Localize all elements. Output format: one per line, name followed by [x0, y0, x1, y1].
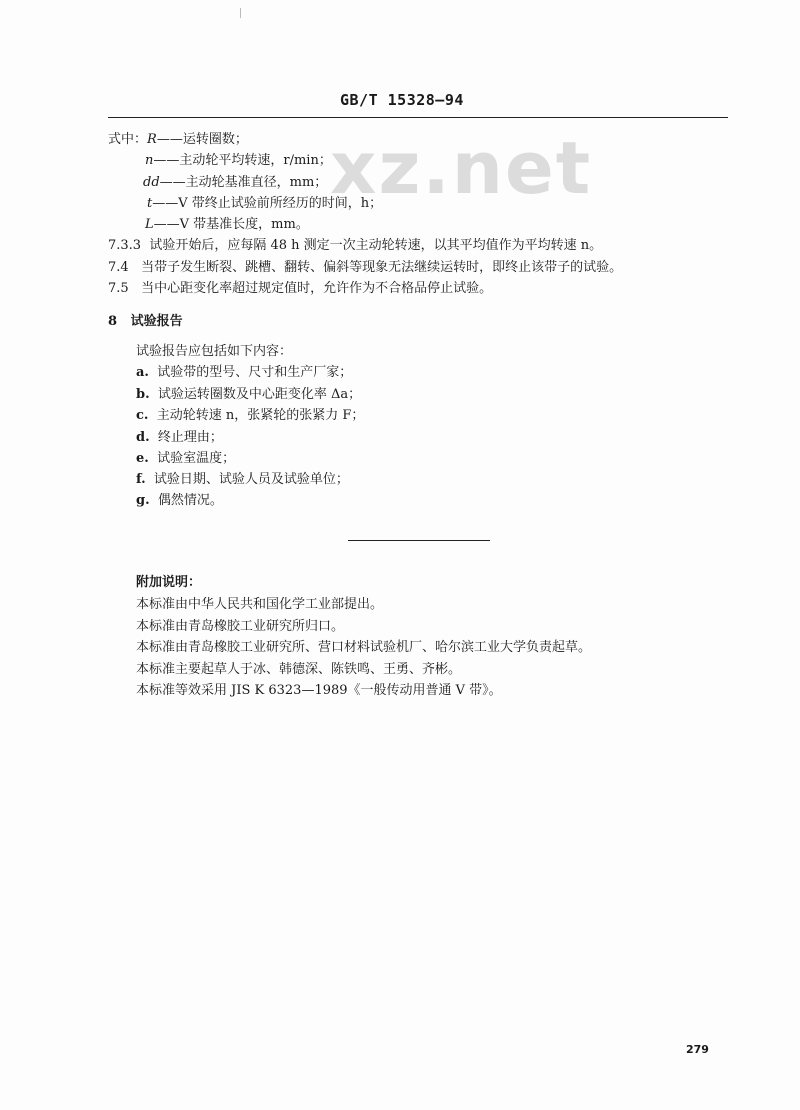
additional-note-line: 本标准由青岛橡胶工业研究所归口。 [136, 619, 345, 634]
clause-7-5 [108, 280, 492, 298]
clause-7-3-3 [108, 237, 602, 255]
additional-note-line: 本标准由中华人民共和国化学工业部提出。 [136, 597, 384, 612]
report-item-text: 终止理由； [157, 430, 223, 445]
report-item-label: g. [136, 493, 150, 508]
formula-symbol: dd [143, 175, 160, 190]
report-item-c [136, 407, 364, 425]
formula-symbol: t [147, 196, 153, 211]
page-number: 279 [686, 1043, 709, 1056]
header-rule [108, 117, 728, 118]
report-item-text: 试验室温度； [157, 451, 236, 466]
report-item-label: a. [136, 365, 149, 380]
clause-number: 7.5 [108, 281, 129, 296]
clause-text: 试验开始后，应每隔 48 h 测定一次主动轮转速，以其平均值作为平均转速 n。 [149, 238, 603, 253]
section-title: 试验报告 [130, 314, 183, 329]
formula-key-line-n [145, 152, 332, 170]
section-8-heading [108, 313, 183, 331]
formula-key-line-l [145, 216, 309, 234]
scan-mark [240, 8, 241, 18]
report-item-f [136, 471, 349, 489]
watermark: xz.net [330, 126, 593, 210]
report-item-label: b. [136, 387, 150, 402]
report-item-label: f. [136, 472, 146, 487]
formula-key-intro: 式中： [108, 132, 148, 147]
additional-note-line: 本标准主要起草人于冰、韩德深、陈铁鸣、王勇、齐彬。 [136, 662, 462, 677]
standard-number-header: GB/T 15328—94 [340, 91, 464, 109]
formula-key-line-dd [143, 174, 327, 192]
report-item-a [136, 364, 352, 382]
formula-description: ——主动轮平均转速，r/min； [153, 153, 332, 168]
report-item-text: 试验运转圈数及中心距变化率 Δa； [157, 387, 362, 402]
additional-note-line: 本标准等效采用 JIS K 6323—1989《一般传动用普通 V 带》。 [136, 683, 502, 698]
formula-symbol: L [145, 217, 154, 232]
formula-key-line-r [108, 131, 248, 149]
end-of-text-rule [348, 540, 490, 541]
formula-description: ——V 带终止试验前所经历的时间，h； [152, 196, 383, 211]
report-item-label: d. [136, 430, 150, 445]
clause-7-4 [108, 259, 622, 277]
report-item-b [136, 386, 361, 404]
additional-note-line: 本标准由青岛橡胶工业研究所、营口材料试验机厂、哈尔滨工业大学负责起草。 [136, 640, 592, 655]
report-item-label: e. [136, 451, 149, 466]
formula-description: ——主动轮基准直径，mm； [159, 175, 328, 190]
clause-text: 当带子发生断裂、跳槽、翻转、偏斜等现象无法继续运转时，即终止该带子的试验。 [141, 260, 623, 275]
report-item-label: c. [136, 408, 149, 423]
formula-description: ——运转圈数； [156, 132, 248, 147]
clause-number: 7.4 [108, 260, 129, 275]
report-item-text: 主动轮转速 n，张紧轮的张紧力 F； [156, 408, 365, 423]
report-item-e [136, 450, 235, 468]
formula-symbol: R [147, 132, 157, 147]
report-item-text: 试验带的型号、尺寸和生产厂家； [157, 365, 353, 380]
formula-symbol: n [145, 153, 154, 168]
report-item-text: 试验日期、试验人员及试验单位； [153, 472, 349, 487]
clause-number: 7.3.3 [108, 238, 142, 253]
formula-description: ——V 带基准长度，mm。 [153, 217, 309, 232]
report-item-g [136, 492, 223, 510]
additional-notes-title: 附加说明： [136, 575, 202, 590]
clause-text: 当中心距变化率超过规定值时，允许作为不合格品停止试验。 [141, 281, 493, 296]
section-8-intro: 试验报告应包括如下内容： [136, 344, 293, 359]
report-item-text: 偶然情况。 [157, 493, 223, 508]
section-number: 8 [108, 314, 118, 329]
formula-key-line-t [147, 195, 382, 213]
report-item-d [136, 429, 223, 447]
